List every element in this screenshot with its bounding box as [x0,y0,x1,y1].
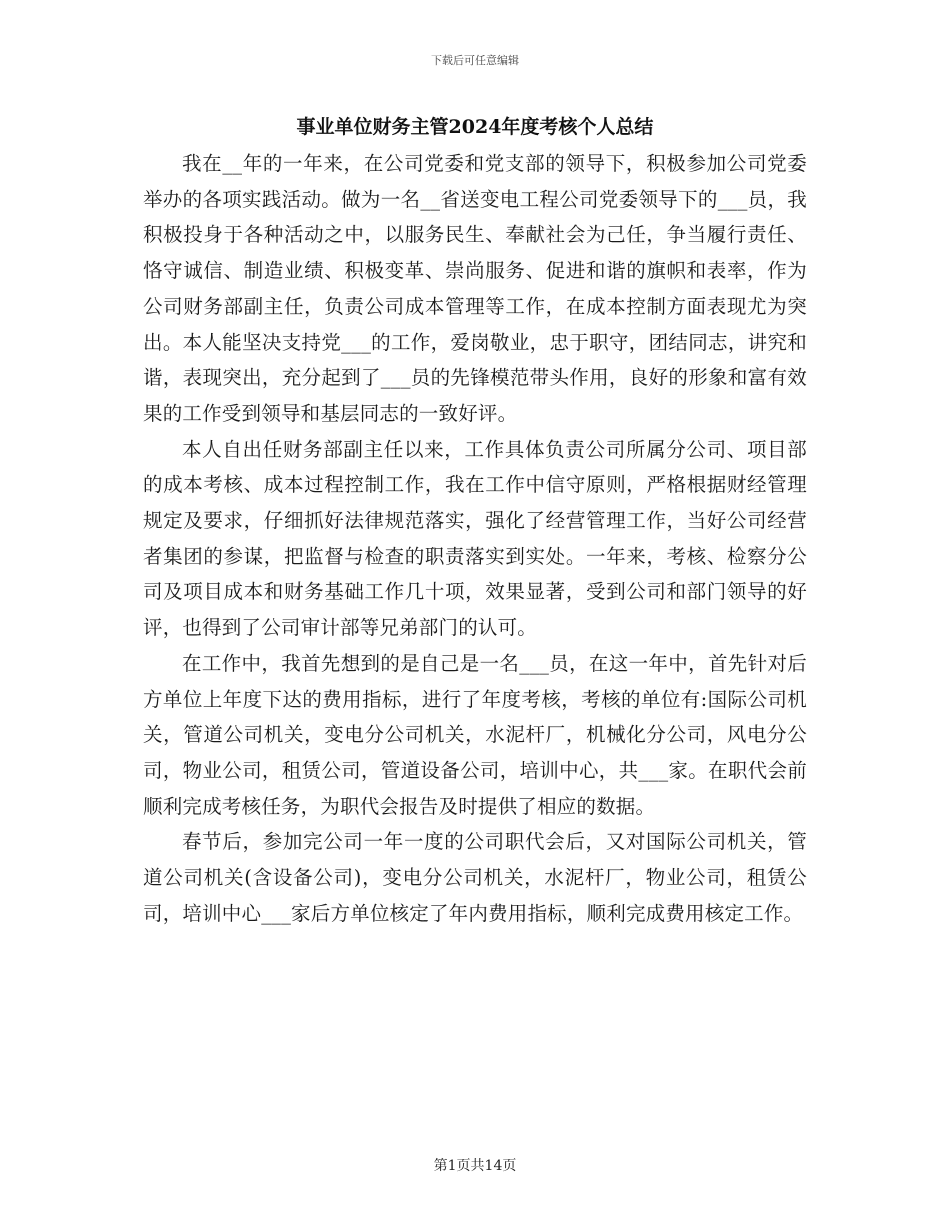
paragraph-1: 我在__年的一年来，在公司党委和党支部的领导下，积极参加公司党委举办的各项实践活动。做为一名__省送变电工程公司党委领导下的___员，我积极投身于各种活动之中，以服务民生、奉献社会为己任，争当履行责任、恪守诚信、制造业绩、积极变革、崇尚服务、促进和谐的旗帜和表率，作为公司财务部副主任，负责公司成本管理等工作，在成本控制方面表现尤为突出。本人能坚决支持党___的工作，爱岗敬业，忠于职守，团结同志，讲究和谐，表现突出，充分起到了___员的先锋模范带头作用，良好的形象和富有效果的工作受到领导和基层同志的一致好评。 [143,152,807,425]
paragraph-3: 在工作中，我首先想到的是自己是一名___员，在这一年中，首先针对后方单位上年度下达的费用指标，进行了年度考核，考核的单位有:国际公司机关，管道公司机关，变电分公司机关，水泥杆厂，机械化分公司，风电分公司，物业公司，租赁公司，管道设备公司，培训中心，共___家。在职代会前顺利完成考核任务，为职代会报告及时提供了相应的数据。 [143,651,807,818]
paragraph-4: 春节后，参加完公司一年一度的公司职代会后，又对国际公司机关，管道公司机关(含设备公司)，变电分公司机关，水泥杆厂，物业公司，租赁公司，培训中心___家后方单位核定了年内费用指标，顺利完成费用核定工作。 [143,830,807,925]
page-footer: 第1页共14页 [433,1158,517,1174]
document-body [143,146,807,931]
document-title: 事业单位财务主管2024年度考核个人总结 [296,116,654,138]
paragraph-2: 本人自出任财务部副主任以来，工作具体负责公司所属分公司、项目部的成本考核、成本过程控制工作，我在工作中信守原则，严格根据财经管理规定及要求，仔细抓好法律规范落实，强化了经营管理工作，当好公司经营者集团的参谋，把监督与检查的职责落实到实处。一年来，考核、检察分公司及项目成本和财务基础工作几十项，效果显著，受到公司和部门领导的好评，也得到了公司审计部等兄弟部门的认可。 [143,437,807,640]
page-header: 下载后可任意编辑 [431,54,519,67]
